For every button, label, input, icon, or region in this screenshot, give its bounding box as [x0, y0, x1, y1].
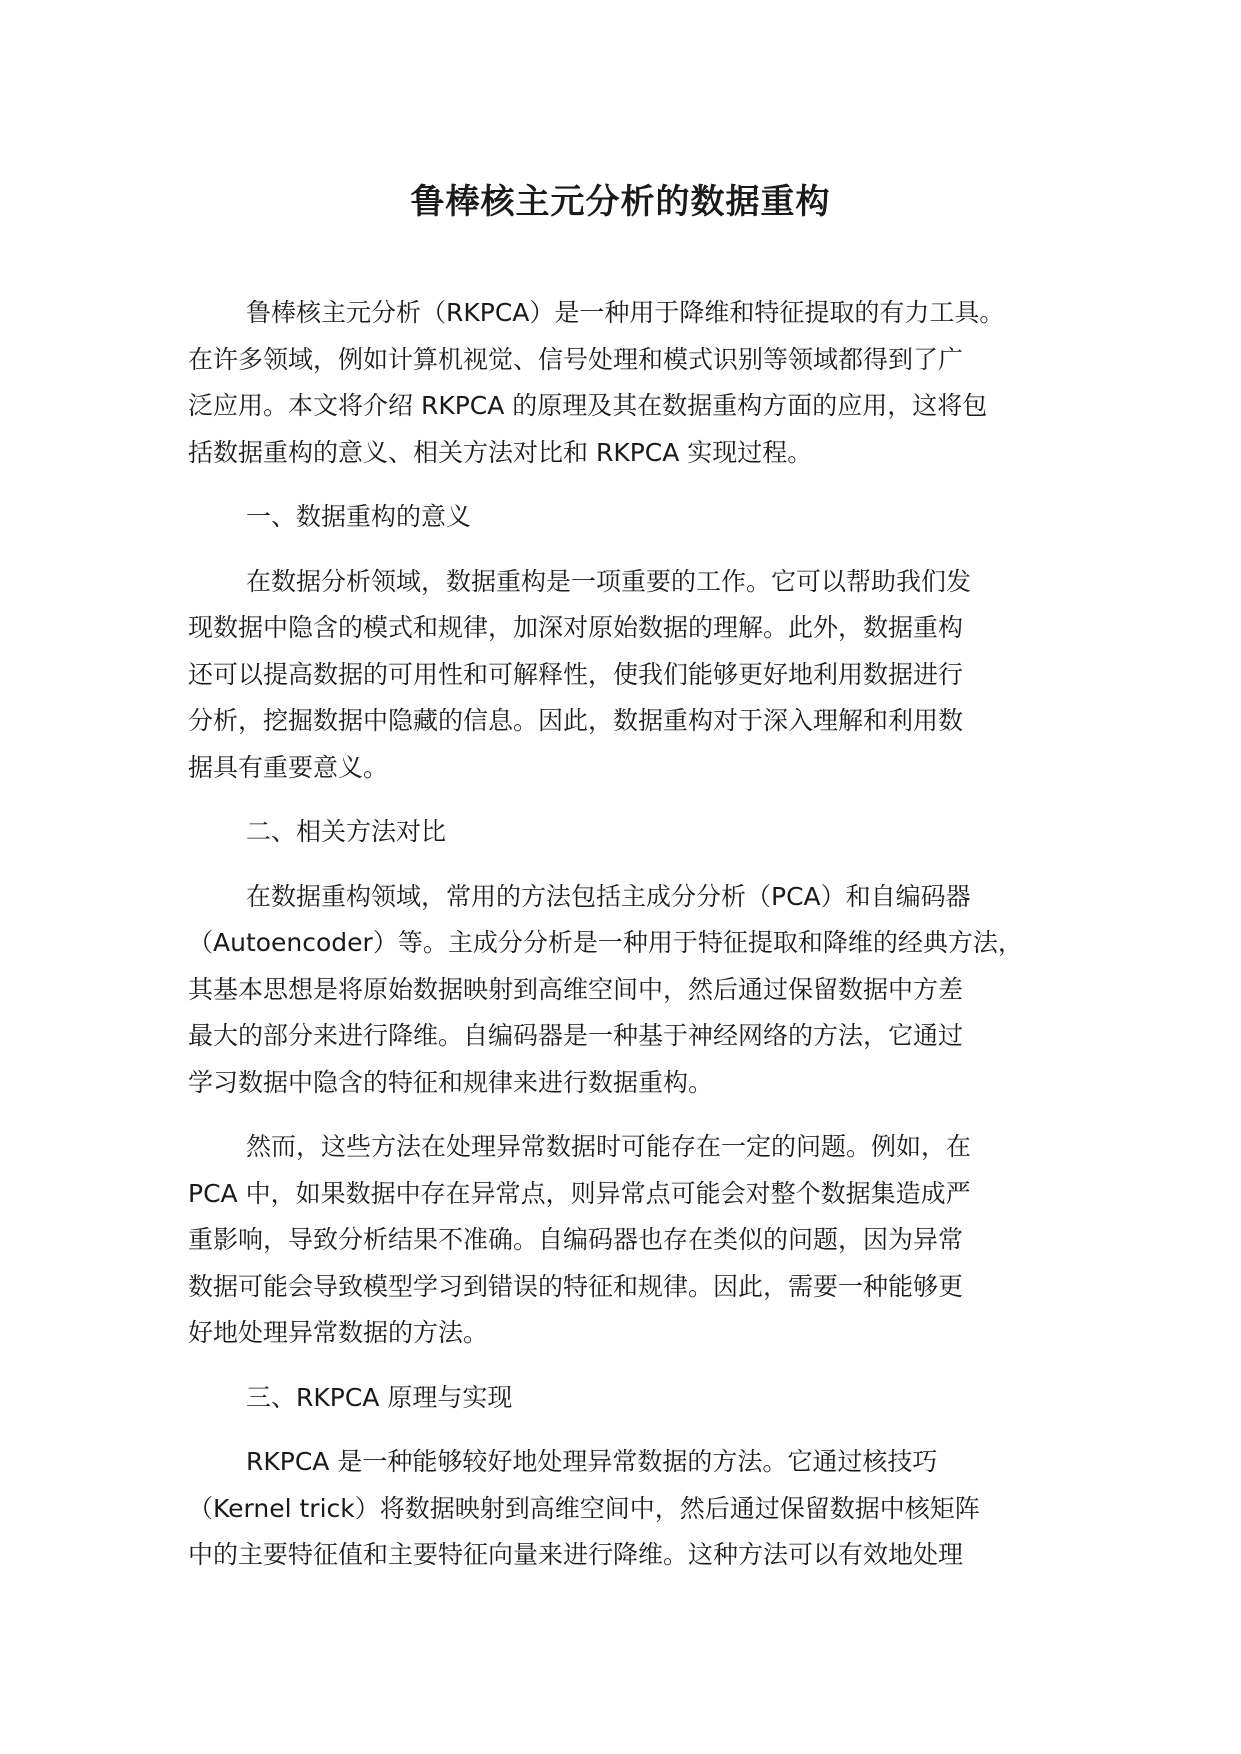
- text-line: 三、RKPCA 原理与实现: [246, 1382, 513, 1412]
- text-line: 一、数据重构的意义: [246, 502, 472, 531]
- text-line: 重影响，导致分析结果不准确。自编码器也存在类似的问题，因为异常: [188, 1225, 964, 1254]
- text-line: （Autoencoder）等。主成分分析是一种用于特征提取和降维的经典方法，: [188, 928, 1023, 957]
- text-line: 在数据重构领域，常用的方法包括主成分分析（PCA）和自编码器: [246, 881, 971, 911]
- text-line: 二、相关方法对比: [246, 817, 447, 846]
- text-line: 据具有重要意义。: [188, 752, 389, 782]
- document-title: 鲁棒核主元分析的数据重构: [410, 182, 831, 222]
- text-line: 数据可能会导致模型学习到错误的特征和规律。因此，需要一种能够更: [188, 1271, 964, 1301]
- text-line: PCA 中，如果数据中存在异常点，则异常点可能会对整个数据集造成严: [188, 1178, 971, 1208]
- text-line: 分析，挖掘数据中隐藏的信息。因此，数据重构对于深入理解和利用数: [188, 706, 964, 735]
- text-line: 好地处理异常数据的方法。: [188, 1318, 489, 1347]
- text-line: 括数据重构的意义、相关方法对比和 RKPCA 实现过程。: [188, 437, 813, 467]
- text-line: 学习数据中隐含的特征和规律来进行数据重构。: [188, 1067, 714, 1097]
- text-line: 其基本思想是将原始数据映射到高维空间中，然后通过保留数据中方差: [188, 974, 964, 1004]
- paragraph-gap: [188, 1106, 1078, 1124]
- text-line: 中的主要特征值和主要特征向量来进行降维。这种方法可以有效地处理: [188, 1540, 964, 1569]
- paragraph-gap: [188, 791, 1078, 809]
- text-line: 还可以提高数据的可用性和可解释性，使我们能够更好地利用数据进行: [188, 659, 964, 689]
- text-line: 在许多领域，例如计算机视觉、信号处理和模式识别等领域都得到了广: [188, 344, 964, 374]
- text-line: 最大的部分来进行降维。自编码器是一种基于神经网络的方法，它通过: [188, 1021, 964, 1050]
- paragraph-gap: [188, 1357, 1078, 1375]
- paragraph-gap: [188, 541, 1078, 559]
- text-line: RKPCA 是一种能够较好地处理异常数据的方法。它通过核技巧: [246, 1447, 938, 1476]
- text-line: 现数据中隐含的模式和规律，加深对原始数据的理解。此外，数据重构: [188, 613, 964, 642]
- text-line: 在数据分析领域，数据重构是一项重要的工作。它可以帮助我们发: [246, 566, 972, 596]
- paragraph-gap: [188, 1421, 1078, 1439]
- text-line: 然而，这些方法在处理异常数据时可能存在一定的问题。例如，在: [246, 1132, 972, 1161]
- text-line: 泛应用。本文将介绍 RKPCA 的原理及其在数据重构方面的应用，这将包: [188, 391, 988, 420]
- document-body: [188, 290, 1078, 1579]
- text-line: 鲁棒核主元分析（RKPCA）是一种用于降维和特征提取的有力工具。: [246, 298, 1005, 327]
- paragraph-gap: [188, 856, 1078, 874]
- text-line: （Kernel trick）将数据映射到高维空间中，然后通过保留数据中核矩阵: [188, 1493, 980, 1523]
- paragraph-gap: [188, 476, 1078, 494]
